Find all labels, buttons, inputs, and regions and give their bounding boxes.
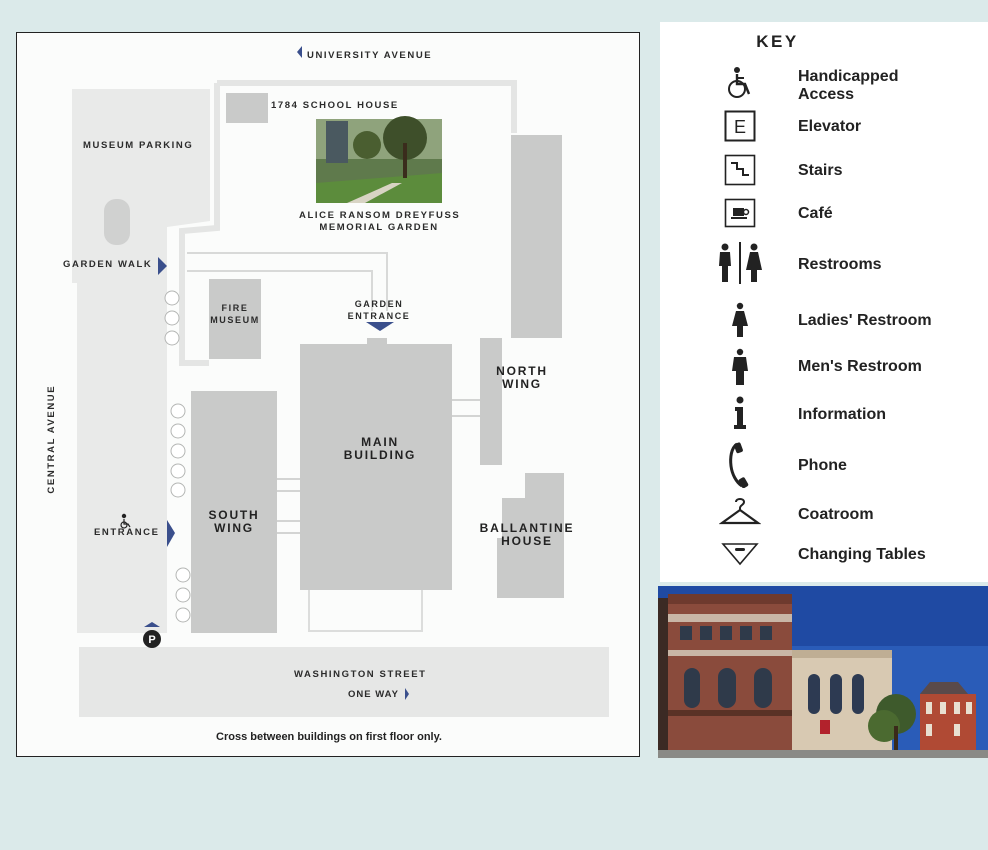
south-wing-label: [199, 509, 269, 535]
south-wing-line2: WING: [214, 521, 254, 536]
main-building-porch: [367, 338, 387, 346]
key-label-cafe: Café: [798, 205, 833, 222]
map-key: [660, 22, 988, 582]
north-wing-building: [480, 135, 562, 465]
changing-table-icon: [710, 542, 770, 571]
key-label-handicapped-line2: Access: [798, 86, 855, 103]
garden-entrance-label: [339, 299, 419, 322]
ladies-restroom-icon: [710, 302, 770, 343]
svg-text:E: E: [733, 117, 747, 137]
key-item-cafe: [660, 198, 988, 232]
garden-label-line1: ALICE RANSOM DREYFUSS: [299, 210, 461, 221]
garden-entrance-arrow-icon: [366, 322, 394, 331]
cafe-cup-icon: [710, 198, 770, 233]
garden-label: [299, 210, 459, 235]
main-building-label: [320, 436, 440, 462]
key-label-handicapped-line1: Handicapped: [798, 68, 899, 85]
key-item-coatroom: [660, 496, 988, 530]
one-way-label: ONE WAY: [348, 689, 399, 700]
key-label-changing-tables: Changing Tables: [798, 546, 926, 563]
ballantine-house-line1: BALLANTINE: [479, 521, 575, 535]
garden-label-line2: MEMORIAL GARDEN: [319, 222, 439, 234]
main-building-line1: MAIN: [361, 435, 399, 449]
coat-hanger-icon: [710, 496, 770, 533]
mens-restroom-icon: [710, 348, 770, 391]
key-item-mens: [660, 348, 988, 386]
parking-symbol: P: [148, 634, 156, 646]
key-item-handicapped: [660, 66, 988, 106]
museum-parking-label: MUSEUM PARKING: [83, 140, 194, 151]
elevator-icon: [710, 110, 770, 147]
garden-photo: [316, 116, 442, 203]
north-wing-line1: NORTH: [496, 364, 548, 378]
school-house-label: 1784 SCHOOL HOUSE: [271, 100, 399, 111]
north-wing-label: [485, 365, 559, 391]
ballantine-house-label: [467, 522, 587, 548]
key-label-information: Information: [798, 406, 886, 423]
key-label-coatroom: Coatroom: [798, 506, 874, 523]
main-building: [300, 344, 452, 590]
key-item-stairs: [660, 154, 988, 188]
parking-island: [104, 199, 130, 245]
school-house-building: [226, 93, 268, 123]
key-item-phone: [660, 442, 988, 488]
key-item-changing-tables: [660, 540, 988, 570]
key-item-elevator: [660, 110, 988, 144]
entrance-label: ENTRANCE: [94, 527, 160, 538]
fire-museum-line2: MUSEUM: [210, 314, 260, 325]
key-item-information: [660, 396, 988, 434]
wheelchair-icon: [710, 66, 770, 107]
washington-street-label: WASHINGTON STREET: [294, 669, 427, 680]
north-wing-line2: WING: [502, 377, 542, 392]
key-label-mens: Men's Restroom: [798, 358, 922, 375]
stairs-icon: [710, 154, 770, 191]
key-item-restrooms: [660, 240, 988, 288]
central-avenue-label: CENTRAL AVENUE: [45, 384, 57, 494]
garden-entrance-line1: GARDEN: [354, 299, 404, 309]
garden-walk-label: GARDEN WALK: [63, 259, 153, 270]
ballantine-house-line2: HOUSE: [501, 534, 553, 549]
key-label-restrooms: Restrooms: [798, 256, 882, 273]
key-label-stairs: Stairs: [798, 162, 843, 179]
key-label-elevator: Elevator: [798, 118, 862, 135]
museum-exterior-photo: [658, 586, 988, 758]
fire-museum-line1: FIRE: [221, 303, 249, 313]
key-label-phone: Phone: [798, 457, 847, 474]
map-footnote: Cross between buildings on first floor only.: [216, 731, 442, 743]
garden-entrance-line2: ENTRANCE: [347, 310, 411, 321]
key-item-ladies: [660, 302, 988, 340]
washington-street-road: [79, 647, 609, 717]
phone-icon: [710, 442, 770, 493]
key-label-ladies: Ladies' Restroom: [798, 312, 932, 329]
south-wing-line1: SOUTH: [208, 508, 260, 522]
entrance-arrow-icon: [167, 520, 175, 547]
museum-map: [16, 32, 640, 757]
information-icon: [710, 396, 770, 435]
restrooms-icon: [710, 240, 770, 291]
key-label-handicapped: [798, 68, 898, 104]
main-building-line2: BUILDING: [343, 448, 417, 463]
key-title: KEY: [756, 32, 799, 51]
trees: [165, 291, 190, 622]
fire-museum-label: [205, 303, 265, 326]
forecourt: [309, 590, 422, 631]
university-avenue-label: UNIVERSITY AVENUE: [307, 50, 433, 61]
university-arrow-icon: [297, 46, 302, 58]
